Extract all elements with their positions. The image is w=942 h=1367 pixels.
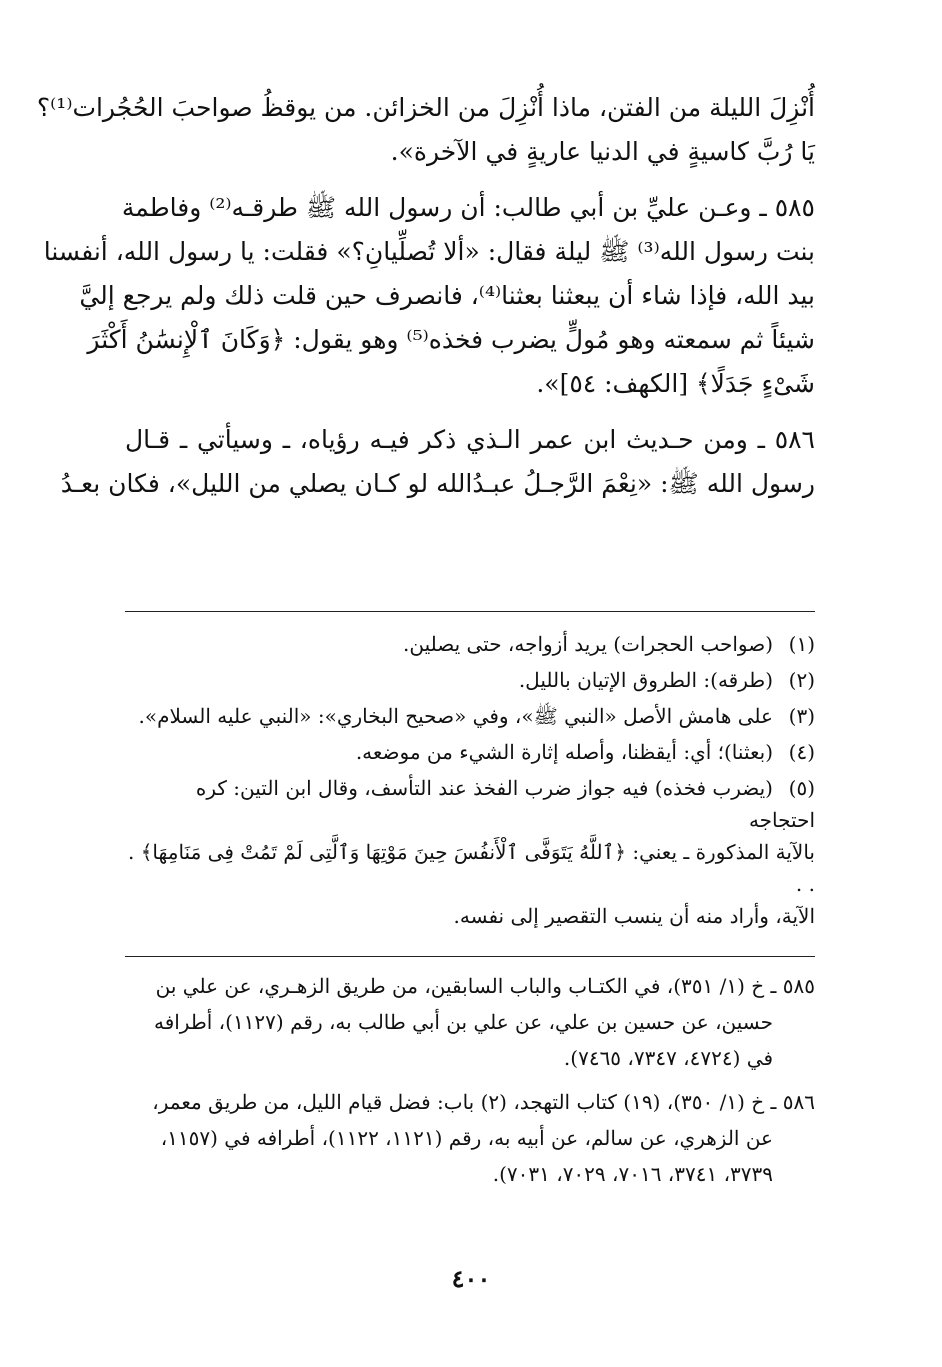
text-line: أُنْزِلَ الليلة من الفتن، ماذا أُنْزِلَ من الخزائن. من يوقظُ صواحبَ الحُجُرات⁽¹⁾؟ bbox=[36, 93, 815, 122]
reference-text: عن الزهري، عن سالم، عن أبيه به، رقم (١١٢١، ١١٢٢)، أطرافه في (١١٥٧، bbox=[160, 1126, 773, 1150]
footnote-text: (صواحب الحجرات) يريد أزواجه، حتى يصلين. bbox=[402, 632, 773, 656]
paragraph-hadith-continuation bbox=[36, 86, 815, 174]
text-line: رسول الله ﷺ: «نِعْمَ الرَّجـلُ عبـدُالله لو كـان يصلي من الليل»، فكان بعـدُ bbox=[60, 469, 815, 498]
footnote-text: على هامش الأصل «النبي ﷺ»، وفي «صحيح البخاري»: «النبي عليه السلام». bbox=[138, 704, 773, 728]
footnote-text: (طرقه): الطروق الإتيان بالليل. bbox=[518, 668, 773, 692]
reference-text: ٣٧٣٩، ٣٧٤١، ٧٠١٦، ٧٠٢٩، ٧٠٣١). bbox=[492, 1162, 773, 1186]
footnote-divider bbox=[125, 611, 815, 612]
references-divider bbox=[125, 956, 815, 957]
footnote-number: (٥) bbox=[788, 776, 815, 800]
footnote-text: الآية، وأراد منه أن ينسب التقصير إلى نفسه. bbox=[453, 904, 815, 928]
footnote bbox=[125, 700, 815, 732]
footnote-number: (٤) bbox=[788, 740, 815, 764]
footnote bbox=[125, 664, 815, 696]
text-line: يَا رُبَّ كاسيةٍ في الدنيا عاريةٍ في الآخرة». bbox=[390, 137, 815, 166]
text-line: بنت رسول الله⁽³⁾ ﷺ ليلة فقال: «ألا تُصلِّيانِ؟» فقلت: يا رسول الله، أنفسنا bbox=[43, 237, 815, 266]
reference-text: حسين، عن حسين بن علي، عن علي بن أبي طالب به، رقم (١١٢٧)، أطرافه bbox=[153, 1010, 773, 1034]
reference-text: ٥٨٦ ـ خ (١/ ٣٥٠)، (١٩) كتاب التهجد، (٢) باب: فضل قيام الليل، من طريق معمر، bbox=[152, 1090, 815, 1114]
footnote-number: (٣) bbox=[788, 704, 815, 728]
footnote-number: (١) bbox=[788, 632, 815, 656]
footnote bbox=[125, 736, 815, 768]
page-number: ٤٠٠ bbox=[451, 1264, 491, 1293]
reference-text: ٥٨٥ ـ خ (١/ ٣٥١)، في الكتـاب والباب السابقين، من طريق الزهـري، عن علي بن bbox=[155, 974, 815, 998]
hadith-references bbox=[125, 968, 815, 1200]
paragraph-hadith-586 bbox=[60, 418, 815, 506]
text-line: ٥٨٥ ـ وعـن عليِّ بن أبي طالب: أن رسول الله ﷺ طرقـه⁽²⁾ وفاطمة bbox=[121, 193, 815, 222]
text-line: شيئاً ثم سمعته وهو مُولٍّ يضرب فخذه⁽⁵⁾ وهو يقول: ﴿وَكَانَ ٱلْإِنسَٰنُ أَكْثَرَ bbox=[87, 325, 815, 354]
footnote-text: (يضرب فخذه) فيه جواز ضرب الفخذ عند التأسف، وقال ابن التين: كره احتجاجه bbox=[195, 776, 815, 832]
main-text bbox=[36, 86, 815, 518]
reference-585 bbox=[125, 968, 815, 1076]
footnote-number: (٢) bbox=[788, 668, 815, 692]
footnotes bbox=[125, 628, 815, 936]
text-line: شَىْءٍ جَدَلًا﴾ [الكهف: ٥٤]». bbox=[536, 369, 815, 398]
paragraph-hadith-585 bbox=[43, 186, 815, 406]
footnote bbox=[125, 772, 815, 932]
text-line: ٥٨٦ ـ ومن حـديث ابن عمر الـذي ذكر فيـه رؤياه، ـ وسيأتي ـ قـال bbox=[125, 425, 815, 454]
footnote bbox=[125, 628, 815, 660]
reference-text: في (٤٧٢٤، ٧٣٤٧، ٧٤٦٥). bbox=[563, 1046, 773, 1070]
text-line: بيد الله، فإذا شاء أن يبعثنا بعثنا⁽⁴⁾، فانصرف حين قلت ذلك ولم يرجع إليَّ bbox=[79, 281, 815, 310]
footnote-text: (بعثنا)؛ أي: أيقظنا، وأصله إثارة الشيء من موضعه. bbox=[355, 740, 773, 764]
footnote-text: بالآية المذكورة ـ يعني: ﴿ٱللَّهُ يَتَوَفَّى ٱلْأَنفُسَ حِينَ مَوْتِهَا وَٱلَّتِى لَمْ تَمُتْ فِى مَنَامِهَا﴾ . . . bbox=[128, 840, 815, 896]
reference-586 bbox=[125, 1084, 815, 1192]
